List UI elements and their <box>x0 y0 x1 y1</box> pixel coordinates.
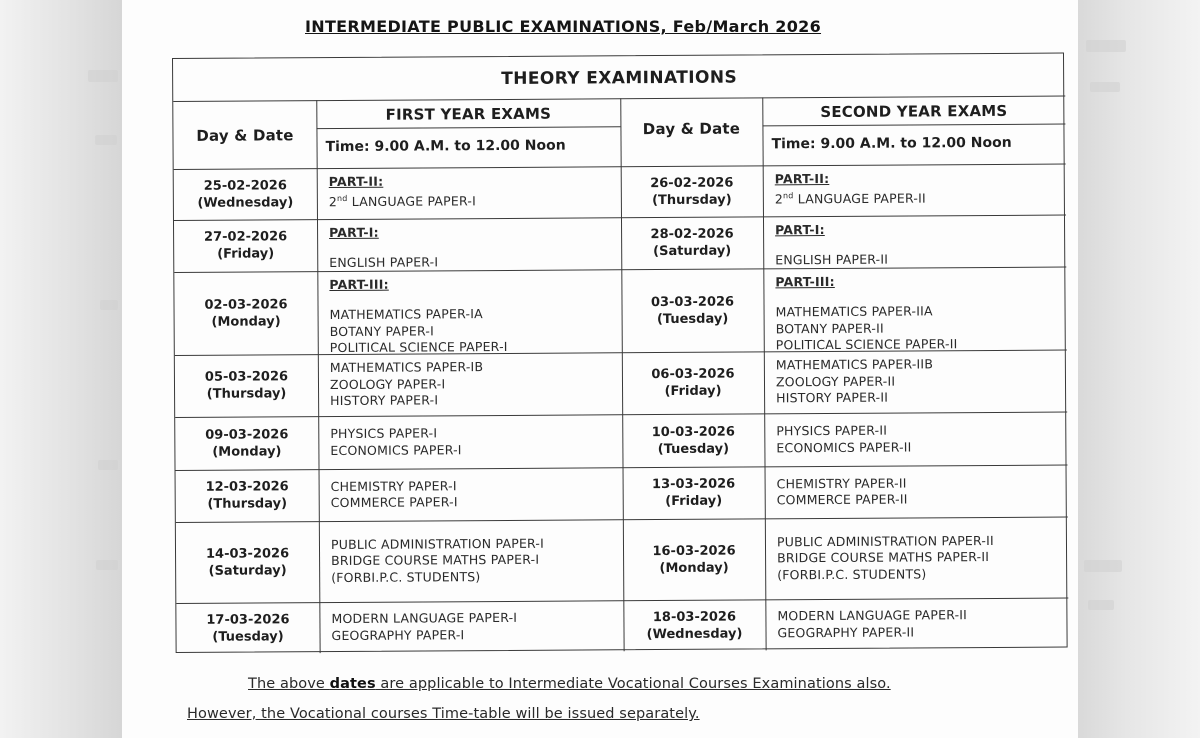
fy-paper-name: (FORBI.P.C. STUDENTS) <box>331 568 481 585</box>
fy-papers <box>329 276 507 357</box>
sy-date-value: 13-03-2026 <box>651 476 736 493</box>
fy-day-date-header: Day & Date <box>196 126 294 145</box>
sy-date-value: 26-02-2026 <box>650 175 734 191</box>
fy-day-value: (Monday) <box>211 313 281 330</box>
sy-paper-name: (FORBI.P.C. STUDENTS) <box>777 566 927 583</box>
sy-paper-name: CHEMISTRY PAPER-II <box>776 475 907 491</box>
fy-date-value: 27-02-2026 <box>203 229 288 245</box>
sy-exam-date <box>621 174 763 209</box>
sy-papers <box>777 475 908 509</box>
sy-part-label: PART-I: <box>775 222 825 238</box>
note-line-1-text: The above <box>248 676 330 692</box>
fy-exam-date <box>174 177 317 212</box>
sy-paper-name: HISTORY PAPER-II <box>776 389 889 406</box>
fy-exam-date <box>174 296 317 331</box>
fy-papers <box>331 478 458 512</box>
sy-papers <box>776 422 911 456</box>
fy-papers <box>329 224 438 271</box>
sy-paper-name: MODERN LANGUAGE PAPER-II <box>777 607 968 624</box>
fy-date-value: 25-02-2026 <box>203 177 287 194</box>
fy-paper-name: PUBLIC ADMINISTRATION PAPER-I <box>330 535 545 552</box>
fy-papers <box>330 425 461 459</box>
sy-paper-name: BOTANY PAPER-II <box>775 320 884 336</box>
exam-timetable <box>172 53 1068 653</box>
sy-exam-date <box>623 608 765 643</box>
fy-part-label: PART-III: <box>329 276 389 293</box>
sy-date-value: 03-03-2026 <box>650 294 735 310</box>
fy-day-value: (Saturday) <box>208 562 287 579</box>
fy-day-value: (Monday) <box>212 443 282 460</box>
sy-date-value: 06-03-2026 <box>651 366 735 383</box>
fy-papers <box>330 359 484 409</box>
sy-exam-date <box>621 225 763 260</box>
second-year-time: Time: 9.00 A.M. to 12.00 Noon <box>771 134 1012 153</box>
sy-day-value: (Saturday) <box>653 243 732 260</box>
fy-paper-name: COMMERCE PAPER-I <box>330 494 458 511</box>
fy-day-value: (Wednesday) <box>197 194 294 211</box>
fy-paper-name: 2nd LANGUAGE PAPER-I <box>328 192 476 209</box>
fy-date-value: 09-03-2026 <box>205 426 289 443</box>
sy-exam-date <box>623 475 765 510</box>
fy-date-value: 02-03-2026 <box>204 296 288 313</box>
fy-paper-name: MATHEMATICS PAPER-IB <box>329 359 484 376</box>
sy-paper-name: MATHEMATICS PAPER-IIB <box>775 356 934 373</box>
fy-part-label: PART-I: <box>329 224 379 241</box>
sy-day-value: (Tuesday) <box>656 311 729 327</box>
blurred-background-left <box>0 0 122 738</box>
sy-papers <box>775 222 888 269</box>
sy-papers <box>776 357 933 407</box>
note-line-1-rest: are applicable to Intermediate Vocational Courses Examinations also. <box>375 676 891 692</box>
sy-day-value: (Thursday) <box>652 192 732 208</box>
sy-paper-name: ZOOLOGY PAPER-II <box>775 373 896 390</box>
fy-paper-name: ENGLISH PAPER-I <box>329 254 439 271</box>
fy-day-value: (Thursday) <box>206 386 287 402</box>
fy-paper-name: HISTORY PAPER-I <box>330 392 439 409</box>
fy-exam-date <box>174 228 317 263</box>
fy-date-value: 17-03-2026 <box>206 611 290 628</box>
sy-date-value: 10-03-2026 <box>651 424 735 440</box>
sy-part-label: PART-II: <box>774 170 830 187</box>
fy-paper-name: BRIDGE COURSE MATHS PAPER-I <box>331 552 540 569</box>
fy-date-value: 14-03-2026 <box>205 545 290 562</box>
sy-paper-name: POLITICAL SCIENCE PAPER-II <box>775 336 958 353</box>
fy-exam-date <box>175 426 318 461</box>
fy-paper-name: ZOOLOGY PAPER-I <box>329 376 446 392</box>
fy-paper-name: CHEMISTRY PAPER-I <box>330 477 457 494</box>
section-title: THEORY EXAMINATIONS <box>501 67 738 89</box>
sy-day-value: (Wednesday) <box>646 626 743 642</box>
note-line-2: However, the Vocational courses Time-table will be issued separately. <box>187 706 700 722</box>
sy-exam-date <box>622 365 764 400</box>
fy-papers <box>331 535 544 586</box>
sy-paper-name: MATHEMATICS PAPER-IIA <box>775 303 933 320</box>
fy-paper-name: GEOGRAPHY PAPER-I <box>331 626 465 643</box>
sy-paper-name: ENGLISH PAPER-II <box>775 251 889 268</box>
sy-date-value: 18-03-2026 <box>652 609 737 625</box>
fy-papers <box>331 610 517 644</box>
fy-day-value: (Tuesday) <box>212 628 284 645</box>
document-heading: INTERMEDIATE PUBLIC EXAMINATIONS, Feb/March 2026 <box>305 17 822 36</box>
sy-papers <box>775 170 926 207</box>
sy-paper-name: COMMERCE PAPER-II <box>776 491 908 508</box>
fy-paper-name: MODERN LANGUAGE PAPER-I <box>331 609 518 627</box>
sy-date-value: 28-02-2026 <box>650 226 734 243</box>
fy-exam-date <box>176 611 319 646</box>
sy-paper-name: PHYSICS PAPER-II <box>776 422 888 439</box>
sy-paper-name: ECONOMICS PAPER-II <box>776 438 912 455</box>
fy-paper-name: POLITICAL SCIENCE PAPER-I <box>329 338 508 356</box>
first-year-title: FIRST YEAR EXAMS <box>385 104 552 124</box>
fy-day-value: (Thursday) <box>207 496 288 512</box>
sy-papers <box>777 607 967 641</box>
sy-day-value: (Friday) <box>665 493 723 509</box>
sy-papers <box>777 533 994 584</box>
fy-paper-name: BOTANY PAPER-I <box>329 322 434 339</box>
sy-day-value: (Monday) <box>659 560 729 576</box>
fy-date-value: 05-03-2026 <box>204 369 289 385</box>
fy-exam-date <box>176 545 319 580</box>
note-line-1-bold: dates <box>329 676 376 692</box>
fy-date-value: 12-03-2026 <box>205 479 289 495</box>
fy-part-label: PART-II: <box>328 173 384 190</box>
fy-exam-date <box>175 368 318 403</box>
fy-papers <box>329 173 476 210</box>
note-line-1 <box>248 676 891 692</box>
sy-part-label: PART-III: <box>775 273 835 290</box>
sy-exam-date <box>622 423 764 458</box>
sy-day-value: (Tuesday) <box>657 441 730 457</box>
sy-day-date-header: Day & Date <box>642 119 741 139</box>
sy-paper-name: PUBLIC ADMINISTRATION PAPER-II <box>776 532 994 550</box>
fy-paper-name: PHYSICS PAPER-I <box>330 425 438 442</box>
fy-paper-name: MATHEMATICS PAPER-IA <box>329 306 483 323</box>
fy-day-value: (Friday) <box>217 246 275 262</box>
sy-date-value: 16-03-2026 <box>652 543 736 559</box>
fy-exam-date <box>176 478 319 513</box>
fy-paper-name: ECONOMICS PAPER-I <box>330 441 462 458</box>
first-year-time: Time: 9.00 A.M. to 12.00 Noon <box>325 137 566 156</box>
sy-exam-date <box>623 542 765 577</box>
sy-paper-name: GEOGRAPHY PAPER-II <box>777 623 915 640</box>
sy-paper-name: 2nd LANGUAGE PAPER-II <box>774 190 926 206</box>
sy-paper-name: BRIDGE COURSE MATHS PAPER-II <box>777 549 990 566</box>
sy-day-value: (Friday) <box>664 383 722 399</box>
second-year-title: SECOND YEAR EXAMS <box>820 101 1008 122</box>
sy-exam-date <box>621 293 763 328</box>
blurred-background-right <box>1078 0 1200 738</box>
sy-papers <box>775 273 957 354</box>
